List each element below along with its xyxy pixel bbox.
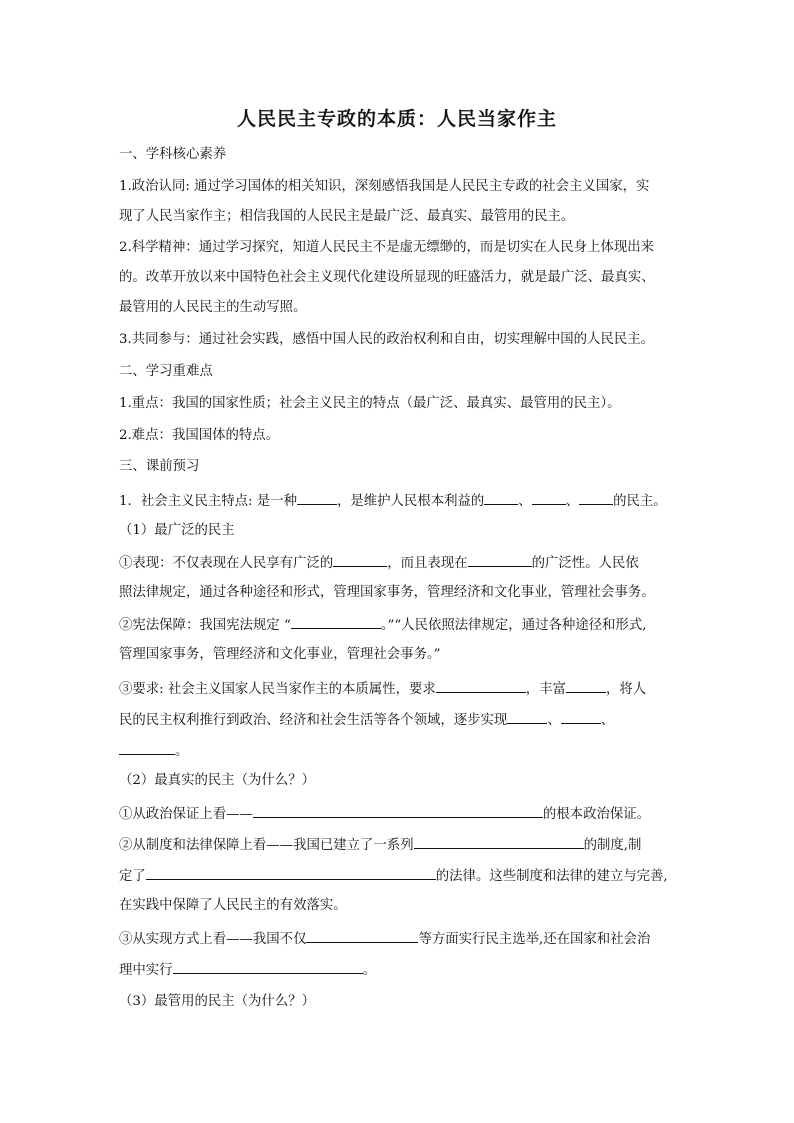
paragraph-implementation-line1: ③从实现方式上看——我国不仅 等方面实行民主选举,还在国家和社会治 bbox=[119, 928, 685, 950]
fill-blank[interactable] bbox=[297, 490, 337, 505]
paragraph-constitution-line2: 管理国家事务，管理经济和文化事业，管理社会事务。” bbox=[119, 647, 441, 662]
subheading-broadest-democracy: （1）最广泛的民主 bbox=[119, 523, 235, 538]
paragraph-legal-guarantee-line3: 在实践中保障了人民民主的有效落实。 bbox=[119, 898, 347, 913]
paragraph-participation: 3.共同参与：通过社会实践，感悟中国人民的政治权利和自由，切实理解中国的人民民主。 bbox=[119, 332, 655, 347]
fill-blank[interactable] bbox=[291, 614, 381, 629]
paragraph-implementation-line2: 理中实行 。 bbox=[119, 959, 685, 981]
fill-blank[interactable] bbox=[561, 709, 601, 724]
paragraph-key-point: 1.重点：我国的国家性质；社会主义民主的特点（最广泛、最真实、最管用的民主）。 bbox=[119, 396, 621, 411]
fill-blank[interactable] bbox=[146, 865, 436, 880]
section-heading-key-points: 二、学习重难点 bbox=[119, 364, 213, 379]
fill-blank[interactable] bbox=[507, 709, 547, 724]
paragraph-requirement-line1: ③要求: 社会主义国家人民当家作主的本质属性，要求 ，丰富 ，将人 bbox=[119, 678, 685, 700]
question-socialist-democracy: 1．社会主义民主特点: 是一种 ，是维护人民根本利益的 、 、 的民主。 bbox=[119, 490, 685, 512]
paragraph-legal-guarantee-line2: 定了 的法律。这些制度和法律的建立与完善, bbox=[119, 865, 685, 887]
fill-blank[interactable] bbox=[253, 803, 543, 818]
section-heading-core-literacy: 一、学科核心素养 bbox=[119, 147, 227, 162]
paragraph-requirement-line2: 民的民主权利推行到政治、经济和社会生活等各个领域，逐步实现 、 、 bbox=[119, 709, 685, 731]
paragraph-difficult-point: 2.难点：我国国体的特点。 bbox=[119, 428, 280, 443]
paragraph-political-identity-line1: 1.政治认同: 通过学习国体的相关知识，深刻感悟我国是人民民主专政的社会主义国家，实 bbox=[119, 179, 650, 194]
section-heading-preview: 三、课前预习 bbox=[119, 459, 200, 474]
fill-blank[interactable] bbox=[468, 552, 532, 567]
fill-blank[interactable] bbox=[414, 834, 584, 849]
fill-blank[interactable] bbox=[484, 490, 518, 505]
fill-blank[interactable] bbox=[579, 490, 613, 505]
paragraph-requirement-line3: 。 bbox=[119, 740, 685, 762]
subheading-most-real-democracy: （2）最真实的民主（为什么？） bbox=[119, 773, 315, 788]
subheading-most-useful-democracy: （3）最管用的民主（为什么？） bbox=[119, 994, 315, 1009]
fill-blank[interactable] bbox=[566, 678, 606, 693]
fill-blank[interactable] bbox=[119, 740, 175, 755]
paragraph-scientific-spirit-line1: 2.科学精神：通过学习探究，知道人民民主不是虚无缥缈的，而是切实在人民身上体现出来 bbox=[119, 240, 655, 255]
paragraph-manifestation-line2: 照法律规定，通过各种途径和形式，管理国家事务，管理经济和文化事业，管理社会事务。 bbox=[119, 585, 655, 600]
paragraph-legal-guarantee-line1: ②从制度和法律保障上看——我国已建立了一系列 的制度,制 bbox=[119, 834, 685, 856]
document-title: 人民民主专政的本质：人民当家作主 bbox=[236, 108, 557, 130]
fill-blank[interactable] bbox=[333, 552, 387, 567]
paragraph-scientific-spirit-line3: 最管用的人民民主的生动写照。 bbox=[119, 300, 307, 315]
paragraph-manifestation-line1: ①表现：不仅表现在人民享有广泛的 ，而且表现在 的广泛性。人民依 bbox=[119, 552, 685, 574]
paragraph-constitution-line1: ②宪法保障：我国宪法规定 “ 。”“人民依照法律规定，通过各种途径和形式, bbox=[119, 614, 685, 636]
fill-blank[interactable] bbox=[436, 678, 526, 693]
paragraph-political-guarantee: ①从政治保证上看—— 的根本政治保证。 bbox=[119, 803, 685, 825]
paragraph-political-identity-line2: 现了人民当家作主；相信我国的人民民主是最广泛、最真实、最管用的民主。 bbox=[119, 209, 575, 224]
fill-blank[interactable] bbox=[306, 928, 418, 943]
fill-blank[interactable] bbox=[173, 959, 363, 974]
paragraph-scientific-spirit-line2: 的。改革开放以来中国特色社会主义现代化建设所显现的旺盛活力，就是最广泛、最真实、 bbox=[119, 270, 655, 285]
fill-blank[interactable] bbox=[532, 490, 566, 505]
